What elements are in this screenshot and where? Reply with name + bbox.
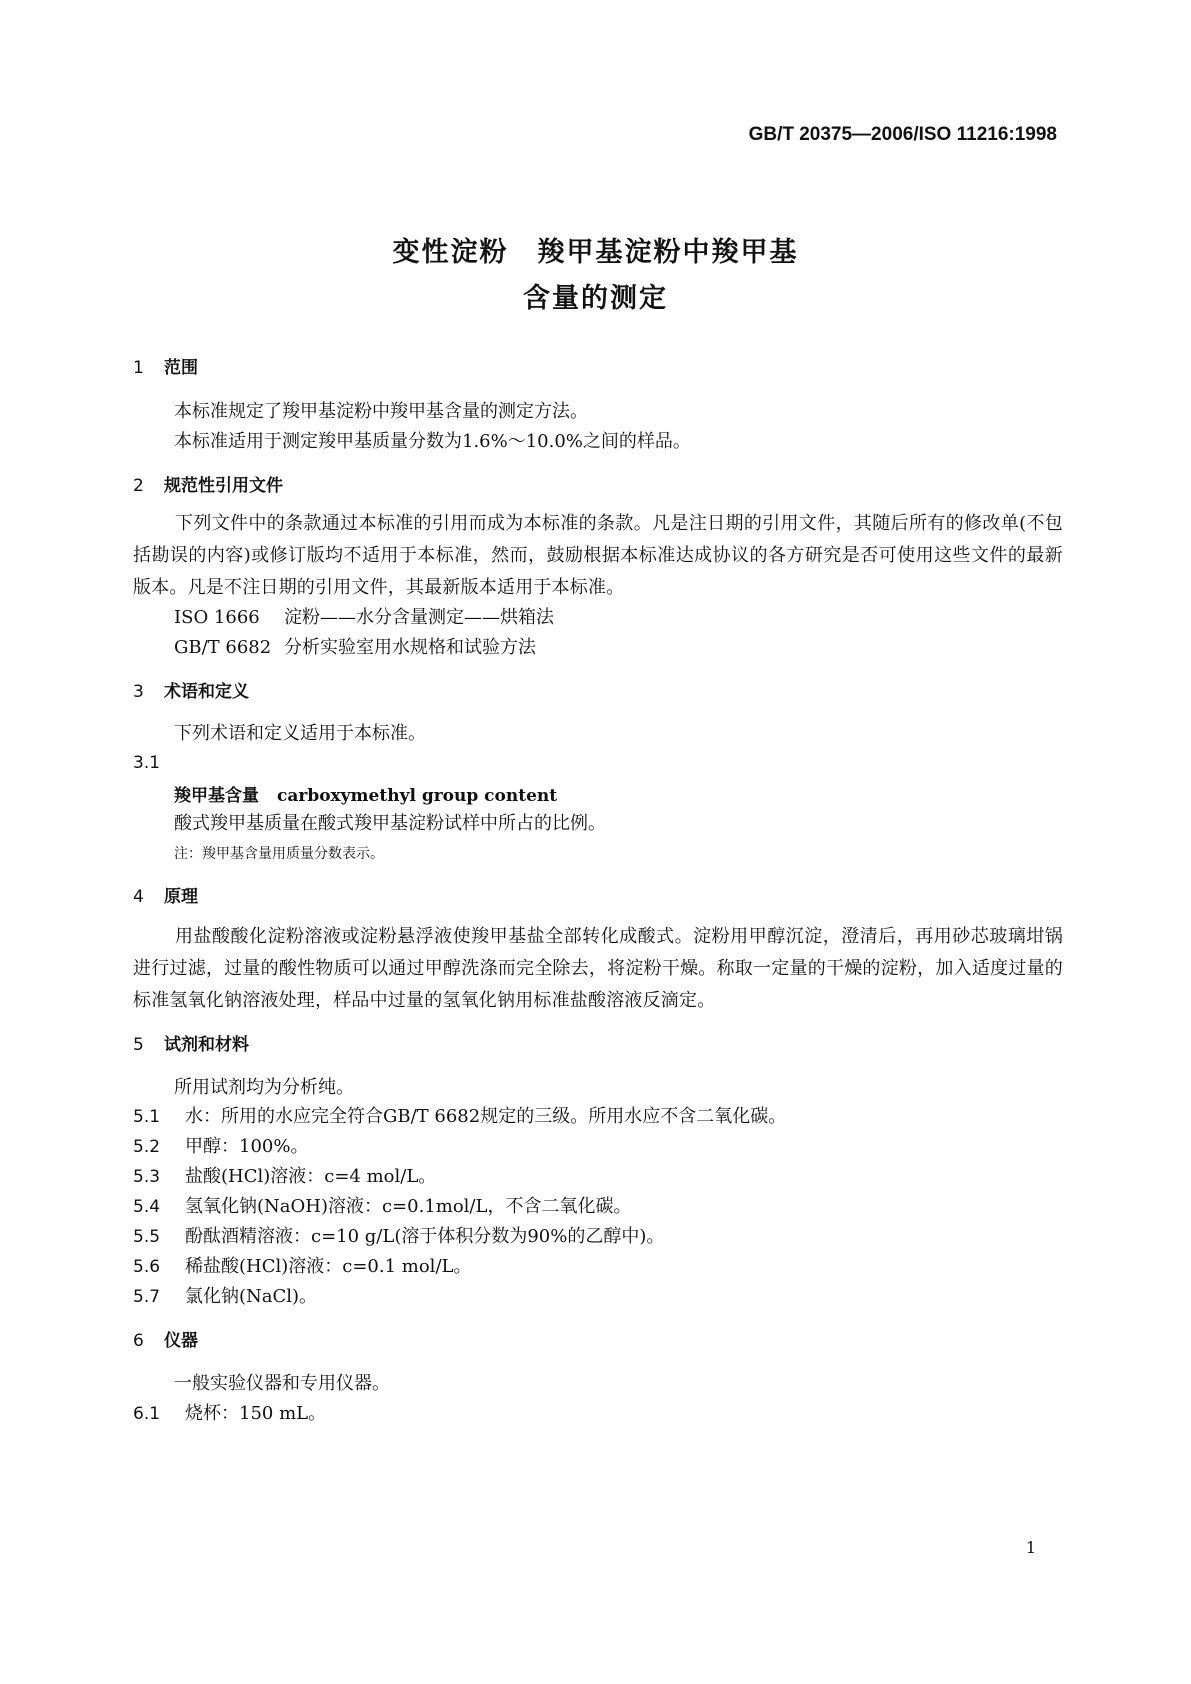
section-6-heading: [133, 1326, 198, 1351]
page-number: 1: [1025, 1538, 1036, 1557]
clause-text: 水：所用的水应完全符合GB/T 6682规定的三级。所用水应不含二氧化碳。: [185, 1106, 787, 1127]
reagent-item: [133, 1252, 471, 1278]
clause-number: 6.1: [133, 1404, 161, 1424]
scope-paragraph-2: 本标准适用于测定羧甲基质量分数为1.6%～10.0%之间的样品。: [174, 431, 691, 452]
section-title: 原理: [164, 887, 198, 907]
scope-paragraph-1: 本标准规定了羧甲基淀粉中羧甲基含量的测定方法。: [174, 401, 588, 422]
clause-text: 稀盐酸(HCl)溶液：c=0.1 mol/L。: [185, 1256, 472, 1277]
clause-number: 5.2: [133, 1137, 161, 1157]
term-chinese: 羧甲基含量: [174, 786, 259, 806]
reference-title: 分析实验室用水规格和试验方法: [284, 637, 536, 658]
principle-paragraph: 用盐酸酸化淀粉溶液或淀粉悬浮液使羧甲基盐全部转化成酸式。淀粉用甲醇沉淀，澄清后，再用砂芯玻璃坩锅进行过滤，过量的酸性物质可以通过甲醇洗涤而完全除去，将淀粉干燥。称取一定量的干燥的淀粉，加入适度过量的标准氢氧化钠溶液处理，样品中过量的氢氧化钠用标准盐酸溶液反滴定。: [133, 926, 1063, 1011]
section-title: 规范性引用文件: [164, 476, 283, 496]
standard-code: GB/T 20375—2006/ISO 11216:1998: [748, 124, 1057, 145]
reference-code: ISO 1666: [174, 607, 260, 628]
clause-number: 5.1: [133, 1107, 161, 1127]
section-title: 试剂和材料: [164, 1035, 249, 1055]
section-1-heading: [133, 353, 198, 378]
clause-text: 酚酞酒精溶液：c=10 g/L(溶于体积分数为90%的乙醇中)。: [185, 1226, 665, 1247]
section-number: 1: [133, 358, 144, 378]
reference-item: [174, 603, 554, 629]
apparatus-item: [133, 1399, 326, 1425]
normative-references-paragraph: 下列文件中的条款通过本标准的引用而成为本标准的条款。凡是注日期的引用文件，其随后所有的修改单(不包括勘误的内容)或修订版均不适用于本标准，然而，鼓励根据本标准达成协议的各方研究是否可使用这些文件的最新版本。凡是不注日期的引用文件，其最新版本适用于本标准。: [133, 513, 1063, 598]
reagents-paragraph: 所用试剂均为分析纯。: [174, 1077, 354, 1098]
terms-paragraph: 下列术语和定义适用于本标准。: [174, 723, 426, 744]
clause-number: 5.4: [133, 1197, 161, 1217]
clause-text: 氢氧化钠(NaOH)溶液：c=0.1mol/L，不含二氧化碳。: [185, 1196, 632, 1217]
reference-item: [174, 633, 536, 659]
clause-number: 5.6: [133, 1257, 161, 1277]
section-title: 仪器: [164, 1331, 198, 1351]
clause-text: 烧杯：150 mL。: [185, 1403, 327, 1424]
clause-number: 5.7: [133, 1287, 161, 1307]
document-title-line-1: 变性淀粉 羧甲基淀粉中羧甲基: [392, 237, 799, 268]
clause-number: 5.3: [133, 1167, 161, 1187]
section-number: 2: [133, 476, 144, 496]
term-definition: 酸式羧甲基质量在酸式羧甲基淀粉试样中所占的比例。: [174, 813, 606, 834]
apparatus-paragraph: 一般实验仪器和专用仪器。: [174, 1373, 390, 1394]
clause-text: 甲醇：100%。: [185, 1136, 309, 1157]
section-2-heading: [133, 471, 283, 496]
clause-text: 盐酸(HCl)溶液：c=4 mol/L。: [185, 1166, 437, 1187]
section-title: 术语和定义: [164, 682, 249, 702]
section-number: 3: [133, 682, 144, 702]
clause-number: 5.5: [133, 1227, 161, 1247]
term-entry: [174, 781, 557, 806]
section-number: 6: [133, 1331, 144, 1351]
reagent-item: [133, 1192, 631, 1218]
document-title-line-2: 含量的测定: [523, 283, 668, 314]
reagent-item: [133, 1102, 786, 1128]
section-title: 范围: [164, 358, 198, 378]
section-3-heading: [133, 677, 249, 702]
subsection-number: [133, 752, 185, 773]
reagent-item: [133, 1282, 317, 1308]
reagent-item: [133, 1132, 308, 1158]
clause-text: 氯化钠(NaCl)。: [185, 1286, 318, 1307]
section-number: 4: [133, 887, 144, 907]
clause-number: 3.1: [133, 753, 161, 773]
reference-code: GB/T 6682: [174, 637, 272, 658]
term-english: carboxymethyl group content: [277, 786, 558, 806]
section-5-heading: [133, 1030, 249, 1055]
reagent-item: [133, 1222, 664, 1248]
section-4-heading: [133, 882, 198, 907]
reagent-item: [133, 1162, 436, 1188]
reference-title: 淀粉——水分含量测定——烘箱法: [284, 607, 554, 628]
term-note: 注：羧甲基含量用质量分数表示。: [174, 846, 384, 862]
section-number: 5: [133, 1035, 144, 1055]
